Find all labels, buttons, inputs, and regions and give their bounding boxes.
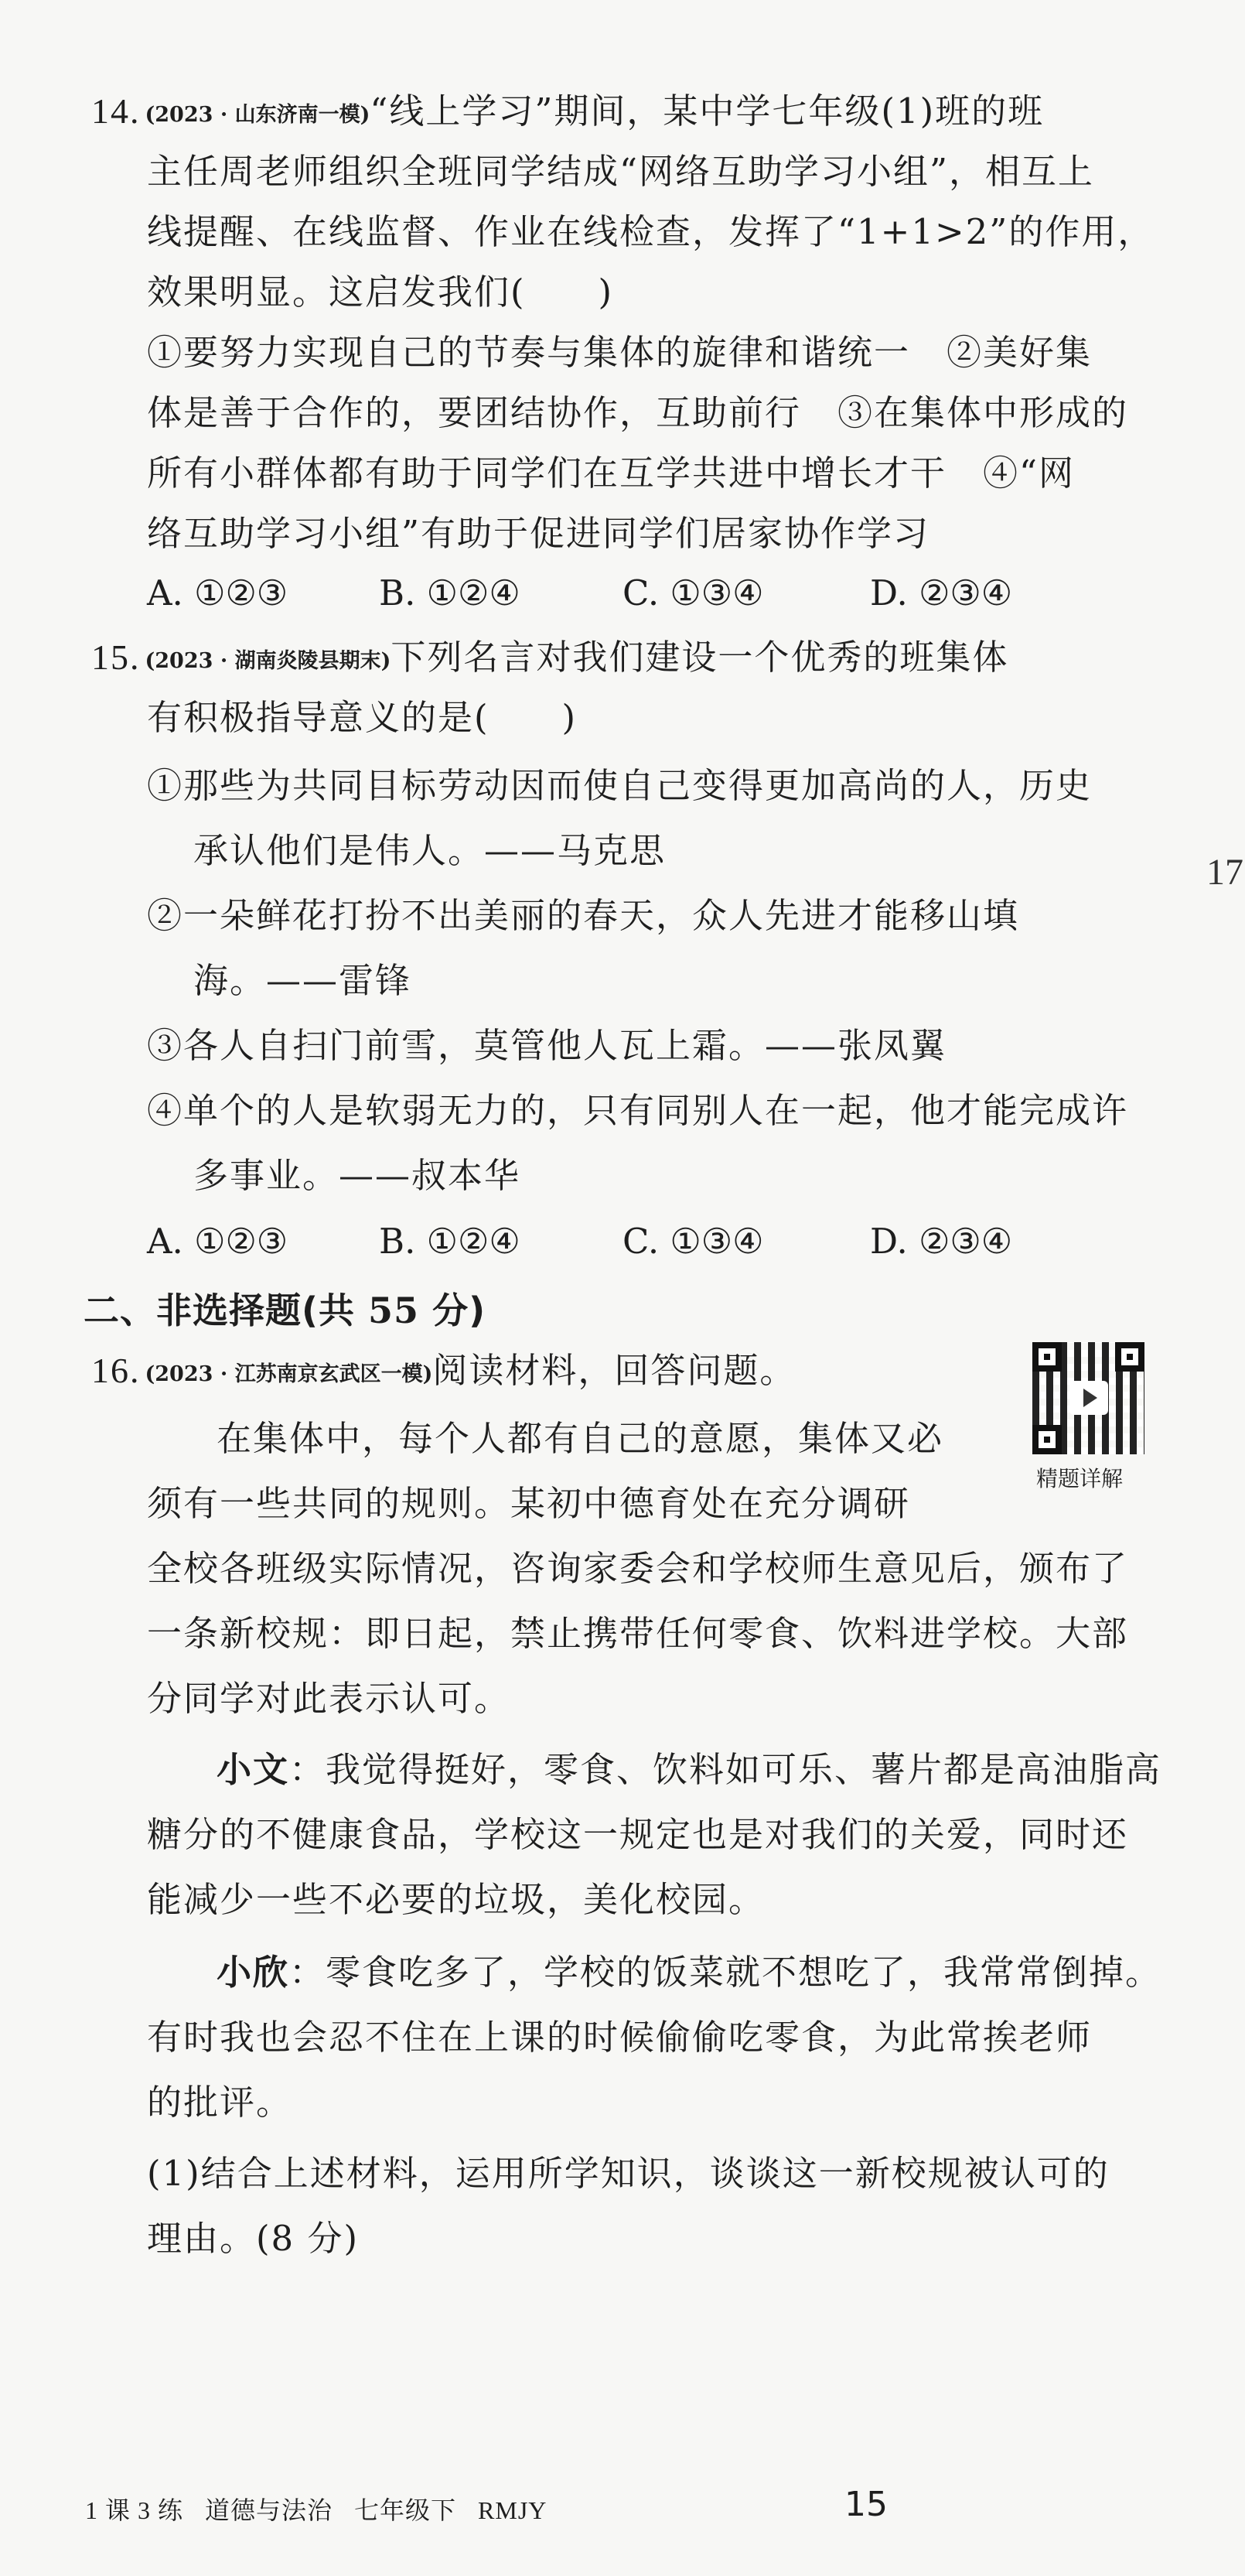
- q15-choice-a[interactable]: A. ①②③: [147, 1221, 288, 1262]
- q14-choice-a[interactable]: A. ①②③: [147, 572, 288, 613]
- q14-choice-b[interactable]: B. ①②④: [379, 572, 520, 613]
- xiaoxin-label: 小欣: [217, 1952, 290, 1993]
- q15-line-5: 海。——雷锋: [193, 960, 412, 1001]
- section-heading: 二、非选择题(共 55 分): [84, 1290, 486, 1331]
- q15-number: 15.: [91, 637, 141, 677]
- q15-source: (2023 · 湖南炎陵县期末): [145, 649, 391, 673]
- q15-line-2: ①那些为共同目标劳动因而使自己变得更加高尚的人，历史: [147, 765, 1093, 806]
- q15-line-7: ④单个的人是软弱无力的，只有同别人在一起，他才能完成许: [147, 1090, 1129, 1131]
- q16-material-1: 须有一些共同的规则。某初中德育处在充分调研: [147, 1483, 911, 1524]
- q14-line-4: ①要努力实现自己的节奏与集体的旋律和谐统一 ②美好集: [147, 332, 1093, 373]
- xiaowen-line-2: 能减少一些不必要的垃圾，美化校园。: [147, 1879, 766, 1920]
- xiaoxin-line-2: 的批评。: [147, 2082, 293, 2123]
- q16-line-0: 16. (2023 · 江苏南京玄武区一模)阅读材料，回答问题。: [91, 1350, 796, 1391]
- q15-line-0: 15. (2023 · 湖南炎陵县期末)下列名言对我们建设一个优秀的班集体: [91, 637, 1009, 678]
- q16-sub1-line-0: (1)结合上述材料，运用所学知识，谈谈这一新校规被认可的: [147, 2153, 1110, 2194]
- q16-sub1-line-1: 理由。(8 分): [147, 2218, 360, 2259]
- q14-line-2: 线提醒、在线监督、作业在线检查，发挥了“1+1>2”的作用，: [147, 211, 1155, 252]
- q14-line-7: 络互助学习小组”有助于促进同学们居家协作学习: [147, 513, 930, 554]
- page-number: 15: [844, 2485, 888, 2524]
- q14-line-1: 主任周老师组织全班同学结成“网络互助学习小组”，相互上: [147, 151, 1095, 192]
- footer-grade: 七年级下: [354, 2496, 457, 2524]
- xiaowen-line-1: 糖分的不健康食品，学校这一规定也是对我们的关爱，同时还: [147, 1814, 1129, 1855]
- q15-line-1: 有积极指导意义的是( ): [147, 697, 578, 738]
- side-page-number: 17: [1206, 852, 1243, 893]
- q14-line-5: 体是善于合作的，要团结协作，互助前行 ③在集体中形成的: [147, 392, 1129, 433]
- footer-edition: RMJY: [478, 2496, 547, 2524]
- q16-material-0: 在集体中，每个人都有自己的意愿，集体又必: [217, 1418, 944, 1459]
- q14-source: (2023 · 山东济南一模): [145, 103, 370, 127]
- footer: [85, 2491, 568, 2526]
- q15-line-3: 承认他们是伟人。——马克思: [193, 830, 667, 871]
- qr-label: 精题详解: [1036, 1466, 1124, 1491]
- q15-choice-c[interactable]: C. ①③④: [622, 1221, 764, 1262]
- play-icon: [1069, 1381, 1108, 1415]
- q15-line-8: 多事业。——叔本华: [193, 1155, 521, 1196]
- q16-material-4: 分同学对此表示认可。: [147, 1678, 511, 1719]
- q14-choice-c[interactable]: C. ①③④: [622, 572, 764, 613]
- qr-code[interactable]: [1032, 1342, 1144, 1454]
- q16-source: (2023 · 江苏南京玄武区一模): [145, 1362, 433, 1386]
- footer-subject: 道德与法治: [205, 2496, 333, 2524]
- q14-choice-d[interactable]: D. ②③④: [870, 572, 1013, 613]
- q15-choice-d[interactable]: D. ②③④: [870, 1221, 1013, 1262]
- xiaowen-label: 小文: [217, 1749, 290, 1790]
- xiaoxin-line-0: 小欣：零食吃多了，学校的饭菜就不想吃了，我常常倒掉。: [217, 1952, 1162, 1993]
- q15-choice-b[interactable]: B. ①②④: [379, 1221, 520, 1262]
- q14-line-3: 效果明显。这启发我们( ): [147, 272, 614, 313]
- q16-material-2: 全校各班级实际情况，咨询家委会和学校师生意见后，颁布了: [147, 1548, 1129, 1589]
- q16-material-3: 一条新校规：即日起，禁止携带任何零食、饮料进学校。大部: [147, 1613, 1129, 1654]
- footer-lesson: 1 课 3 练: [85, 2496, 184, 2524]
- q14-number: 14.: [91, 91, 141, 131]
- q14-line-6: 所有小群体都有助于同学们在互学共进中增长才干 ④“网: [147, 453, 1076, 494]
- q15-line-4: ②一朵鲜花打扮不出美丽的春天，众人先进才能移山填: [147, 895, 1020, 936]
- q15-line-6: ③各人自扫门前雪，莫管他人瓦上霜。——张凤翼: [147, 1025, 947, 1066]
- q14-line-0: 14. (2023 · 山东济南一模)“线上学习”期间，某中学七年级(1)班的班: [91, 91, 1045, 132]
- xiaowen-line-0: 小文：我觉得挺好，零食、饮料如可乐、薯片都是高油脂高: [217, 1749, 1162, 1790]
- xiaoxin-line-1: 有时我也会忍不住在上课的时候偷偷吃零食，为此常挨老师: [147, 2017, 1093, 2058]
- q16-number: 16.: [91, 1351, 141, 1390]
